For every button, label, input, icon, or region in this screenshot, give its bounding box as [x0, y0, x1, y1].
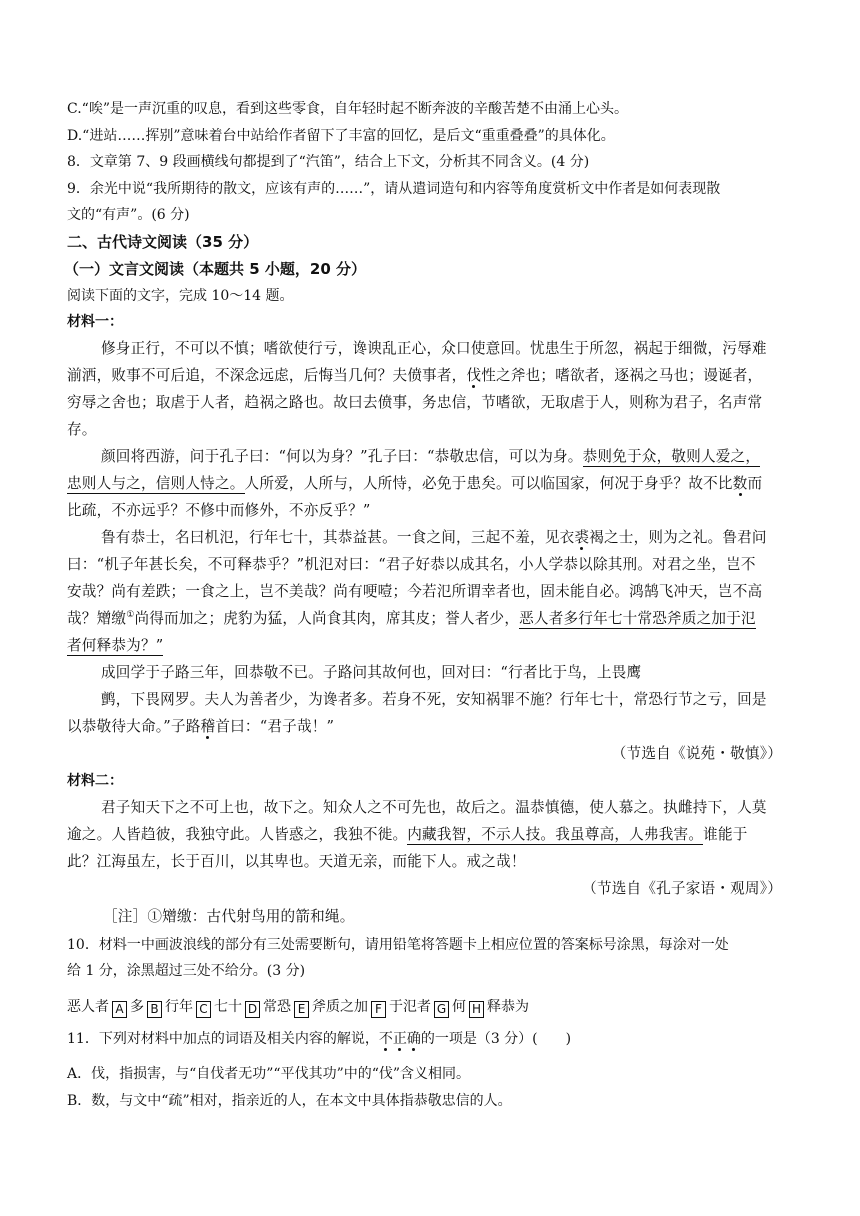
question-9-line-1: 9．余光中说“我所期待的散文，应该有声的……”，请从遣词造句和内容等角度赏析文中作者是如何表现散	[67, 181, 721, 197]
material-2-label: 材料二：	[67, 773, 123, 789]
material-2-source: （节选自《孔子家语・观周》）	[582, 880, 782, 897]
answer-box-d[interactable]: D	[245, 1001, 260, 1018]
underlined-sentence: 内藏我智，不示人技。我虽尊高，人弗我害。	[407, 826, 704, 843]
m1-p2-line-1: 颜回将西游，问于孔子曰：“何以为身？”孔子曰：“恭敬忠信，可以为身。恭则免于众，敬则人爱之，	[101, 448, 761, 465]
answer-box-h[interactable]: H	[469, 1001, 484, 1018]
underlined-sentence: 忠则人与之，信则人恃之。	[67, 475, 245, 492]
dotted-char: 确	[406, 1031, 421, 1047]
answer-box-f[interactable]: F	[371, 1001, 386, 1018]
question-10-line-1: 10．材料一中画波浪线的部分有三处需要断句，请用铅笔将答题卡上相应位置的答案标号涂黑，每涂对一处	[67, 937, 729, 953]
underlined-sentence: 恶人者多行年七十常恐斧质之加于氾	[519, 610, 756, 627]
material-1-source: （节选自《说苑・敬慎》）	[611, 745, 782, 762]
q7-option-d: D.“进站……挥别”意味着台中站给作者留下了丰富的回忆，是后文“重重叠叠”的具体化。	[67, 128, 615, 144]
answer-box-e[interactable]: E	[294, 1001, 309, 1018]
m1-p1-line-1: 修身正行，不可以不慎；嗜欲使行亏，谗谀乱正心，众口使意回。忧患生于所忽，祸起于细微，污辱难	[101, 340, 767, 357]
material-1-label: 材料一：	[67, 314, 123, 330]
dotted-word-qiu: 裘	[574, 529, 590, 546]
m1-p1-line-2: 湔洒，败事不可后追，不深念远虑，后悔当几何？夫偾事者，伐性之斧也；嗜欲者，逐祸之马也；谩诞者，	[67, 367, 763, 384]
answer-box-b[interactable]: B	[147, 1001, 162, 1018]
answer-box-a[interactable]: A	[112, 1001, 127, 1018]
dotted-char: 正	[392, 1031, 407, 1047]
underlined-sentence: 者何释恭为？”	[67, 637, 164, 654]
m1-p3-line-3: 安哉？尚有差跌；一食之上，岂不美哉？尚有哽噎；今若氾所谓幸者也，固未能自必。鸿鹄飞冲天，岂不高	[67, 583, 763, 600]
m1-p3-line-2: 曰：“机子年甚长矣，不可释恭乎？”机氾对曰：“君子好恭以成其名，小人学恭以除其刑。对君之坐，岂不	[67, 556, 756, 573]
emphasis-not-correct	[379, 1031, 421, 1047]
section-2-subtitle: （一）文言文阅读（本题共 5 小题，20 分）	[64, 260, 366, 278]
dotted-word-qi: 稽	[200, 718, 216, 735]
m2-line-2: 逾之。人皆趋彼，我独守此。人皆惑之，我独不徙。内藏我智，不示人技。我虽尊高，人弗我害。谁能于	[67, 826, 748, 843]
question-9-line-2: 文的“有声”。(6 分)	[67, 207, 190, 223]
section-2-title: 二、古代诗文阅读（35 分）	[67, 233, 259, 251]
punctuation-sentence: 恶人者 A 多 B 行年 C 七十 D 常恐 E 斧质之加 F 于氾者 G 何 H 释恭为	[67, 999, 529, 1016]
footnote-marker: ①	[126, 610, 135, 621]
m1-p4-line-3: 以恭敬待大命。”子路稽首曰：“君子哉！”	[67, 718, 335, 735]
m1-p2-line-3: 比疏，不亦远乎？不修中而修外，不亦反乎？”	[67, 502, 371, 519]
m1-p1-line-4: 存。	[67, 421, 97, 438]
answer-box-c[interactable]: C	[196, 1001, 211, 1018]
dotted-word-shu: 数	[732, 475, 748, 492]
m1-p3-line-1: 鲁有恭士，名曰机氾，行年七十，其恭益甚。一食之间，三起不羞，见衣裘褐之士，则为之礼。鲁君问	[101, 529, 767, 546]
q7-option-c: C.“唉”是一声沉重的叹息，看到这些零食，自年轻时起不断奔波的辛酸苦楚不由涌上心头。	[67, 101, 628, 117]
m2-line-3: 此？江海虽左，长于百川，以其卑也。天道无亲，而能下人。戒之哉！	[67, 853, 526, 870]
underlined-sentence: 恭则免于众，敬则人爱之，	[582, 448, 761, 465]
q11-option-a: A．伐，指损害，与“自伐者无功”“平伐其功”中的“伐”含义相同。	[67, 1066, 471, 1082]
m2-line-1: 君子知天下之不可上也，故下之。知众人之不可先也，故后之。温恭慎德，使人慕之。执雌持下，人莫	[101, 799, 767, 816]
section-2-instruction: 阅读下面的文字，完成 10～14 题。	[67, 288, 294, 304]
question-10-line-2: 给 1 分，涂黑超过三处不给分。(3 分)	[67, 963, 306, 979]
footnote: ［注］①矰缴：古代射鸟用的箭和绳。	[103, 908, 355, 925]
m1-p3-line-4: 哉？矰缴①尚得而加之；虎豹为猛，人尚食其肉，席其皮；誉人者少，恶人者多行年七十常恐斧质之加于氾	[67, 610, 756, 627]
m1-p4-line-1: 成回学于子路三年，回恭敬不已。子路问其故何也，回对曰：“行者比于鸟，上畏鹰	[101, 664, 642, 681]
m1-p3-line-5	[67, 637, 797, 655]
m1-p4-line-2: 鹯，下畏网罗。夫人为善者少，为谗者多。若身不死，安知祸罪不施？行年七十，常恐行节之亏，回是	[101, 691, 767, 708]
m1-p1-line-3: 穷辱之舍也；取虐于人者，趋祸之路也。故曰去偾事，务忠信，节嗜欲，无取虐于人，则称为君子，名声常	[67, 394, 763, 411]
q11-option-b: B．数，与文中“疏”相对，指亲近的人，在本文中具体指恭敬忠信的人。	[67, 1093, 512, 1109]
dotted-char: 不	[378, 1031, 393, 1047]
answer-box-g[interactable]: G	[434, 1001, 449, 1018]
question-11-stem: 11．下列对材料中加点的词语及相关内容的解说，不正确的一项是（3 分）( )	[67, 1031, 572, 1047]
dotted-word-fa: 伐	[466, 367, 482, 384]
question-8: 8．文章第 7、9 段画横线句都提到了“汽笛”，结合上下文，分析其不同含义。(4 分)	[67, 154, 590, 170]
m1-p2-line-2: 忠则人与之，信则人恃之。人所爱，人所与，人所恃，必免于患矣。可以临国家，何况于身乎？故不比数而	[67, 475, 763, 492]
